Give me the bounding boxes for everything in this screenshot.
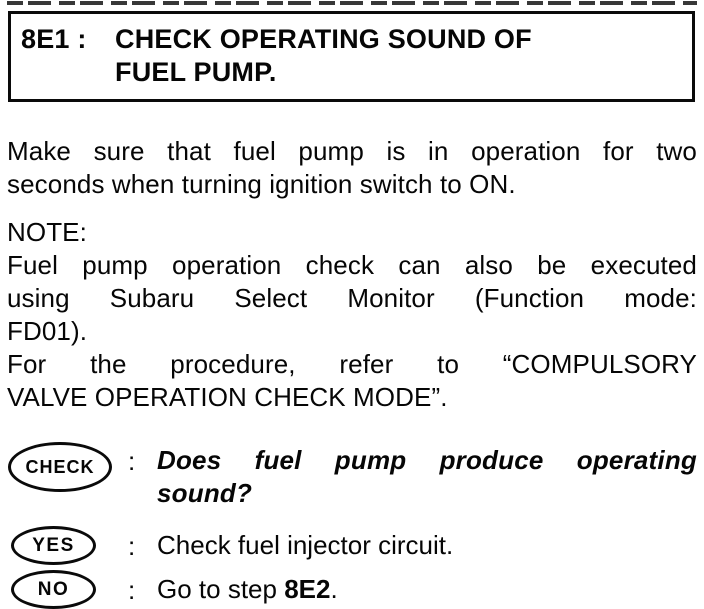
check-colon: :: [128, 446, 136, 476]
check-question-line2: sound?: [157, 478, 253, 508]
no-badge: NO: [11, 570, 96, 609]
note-line2: using Subaru Select Monitor (Function mode:: [7, 283, 697, 313]
no-answer-suffix: .: [330, 574, 338, 604]
note-line3: FD01).: [7, 316, 88, 346]
scan-artifact-line: [7, 1, 697, 5]
check-decision-row: [7, 441, 697, 510]
step-title-line1: CHECK OPERATING SOUND OF: [115, 24, 532, 54]
check-question-line1: Does fuel pump produce operating: [157, 445, 697, 475]
no-answer-prefix: Go to step: [157, 574, 285, 604]
instruction-paragraph: [7, 135, 697, 201]
manual-page: [0, 1, 704, 609]
yes-badge: YES: [11, 526, 96, 565]
instruction-line1: Make sure that fuel pump is in operation for two: [7, 136, 697, 166]
instruction-line2: seconds when turning ignition switch to ON.: [7, 169, 516, 199]
note-line4: For the procedure, refer to “COMPULSORY: [7, 349, 697, 379]
step-heading-box: [8, 11, 695, 102]
step-id: 8E1 :: [21, 24, 87, 54]
yes-colon: :: [128, 531, 136, 561]
no-decision-row: [7, 570, 697, 609]
note-label: NOTE:: [7, 217, 87, 247]
no-colon: :: [128, 575, 136, 605]
check-question: [157, 441, 697, 510]
no-answer: [157, 573, 697, 606]
note-line1: Fuel pump operation check can also be executed: [7, 250, 697, 280]
yes-decision-row: [7, 526, 697, 565]
note-block: [7, 216, 697, 414]
step-title-line2: FUEL PUMP.: [115, 57, 277, 87]
no-answer-step-ref: 8E2: [284, 574, 331, 604]
yes-answer: Check fuel injector circuit.: [157, 530, 454, 560]
step-title: [115, 23, 682, 89]
check-badge: CHECK: [8, 442, 112, 492]
note-line5: VALVE OPERATION CHECK MODE”.: [7, 382, 448, 412]
